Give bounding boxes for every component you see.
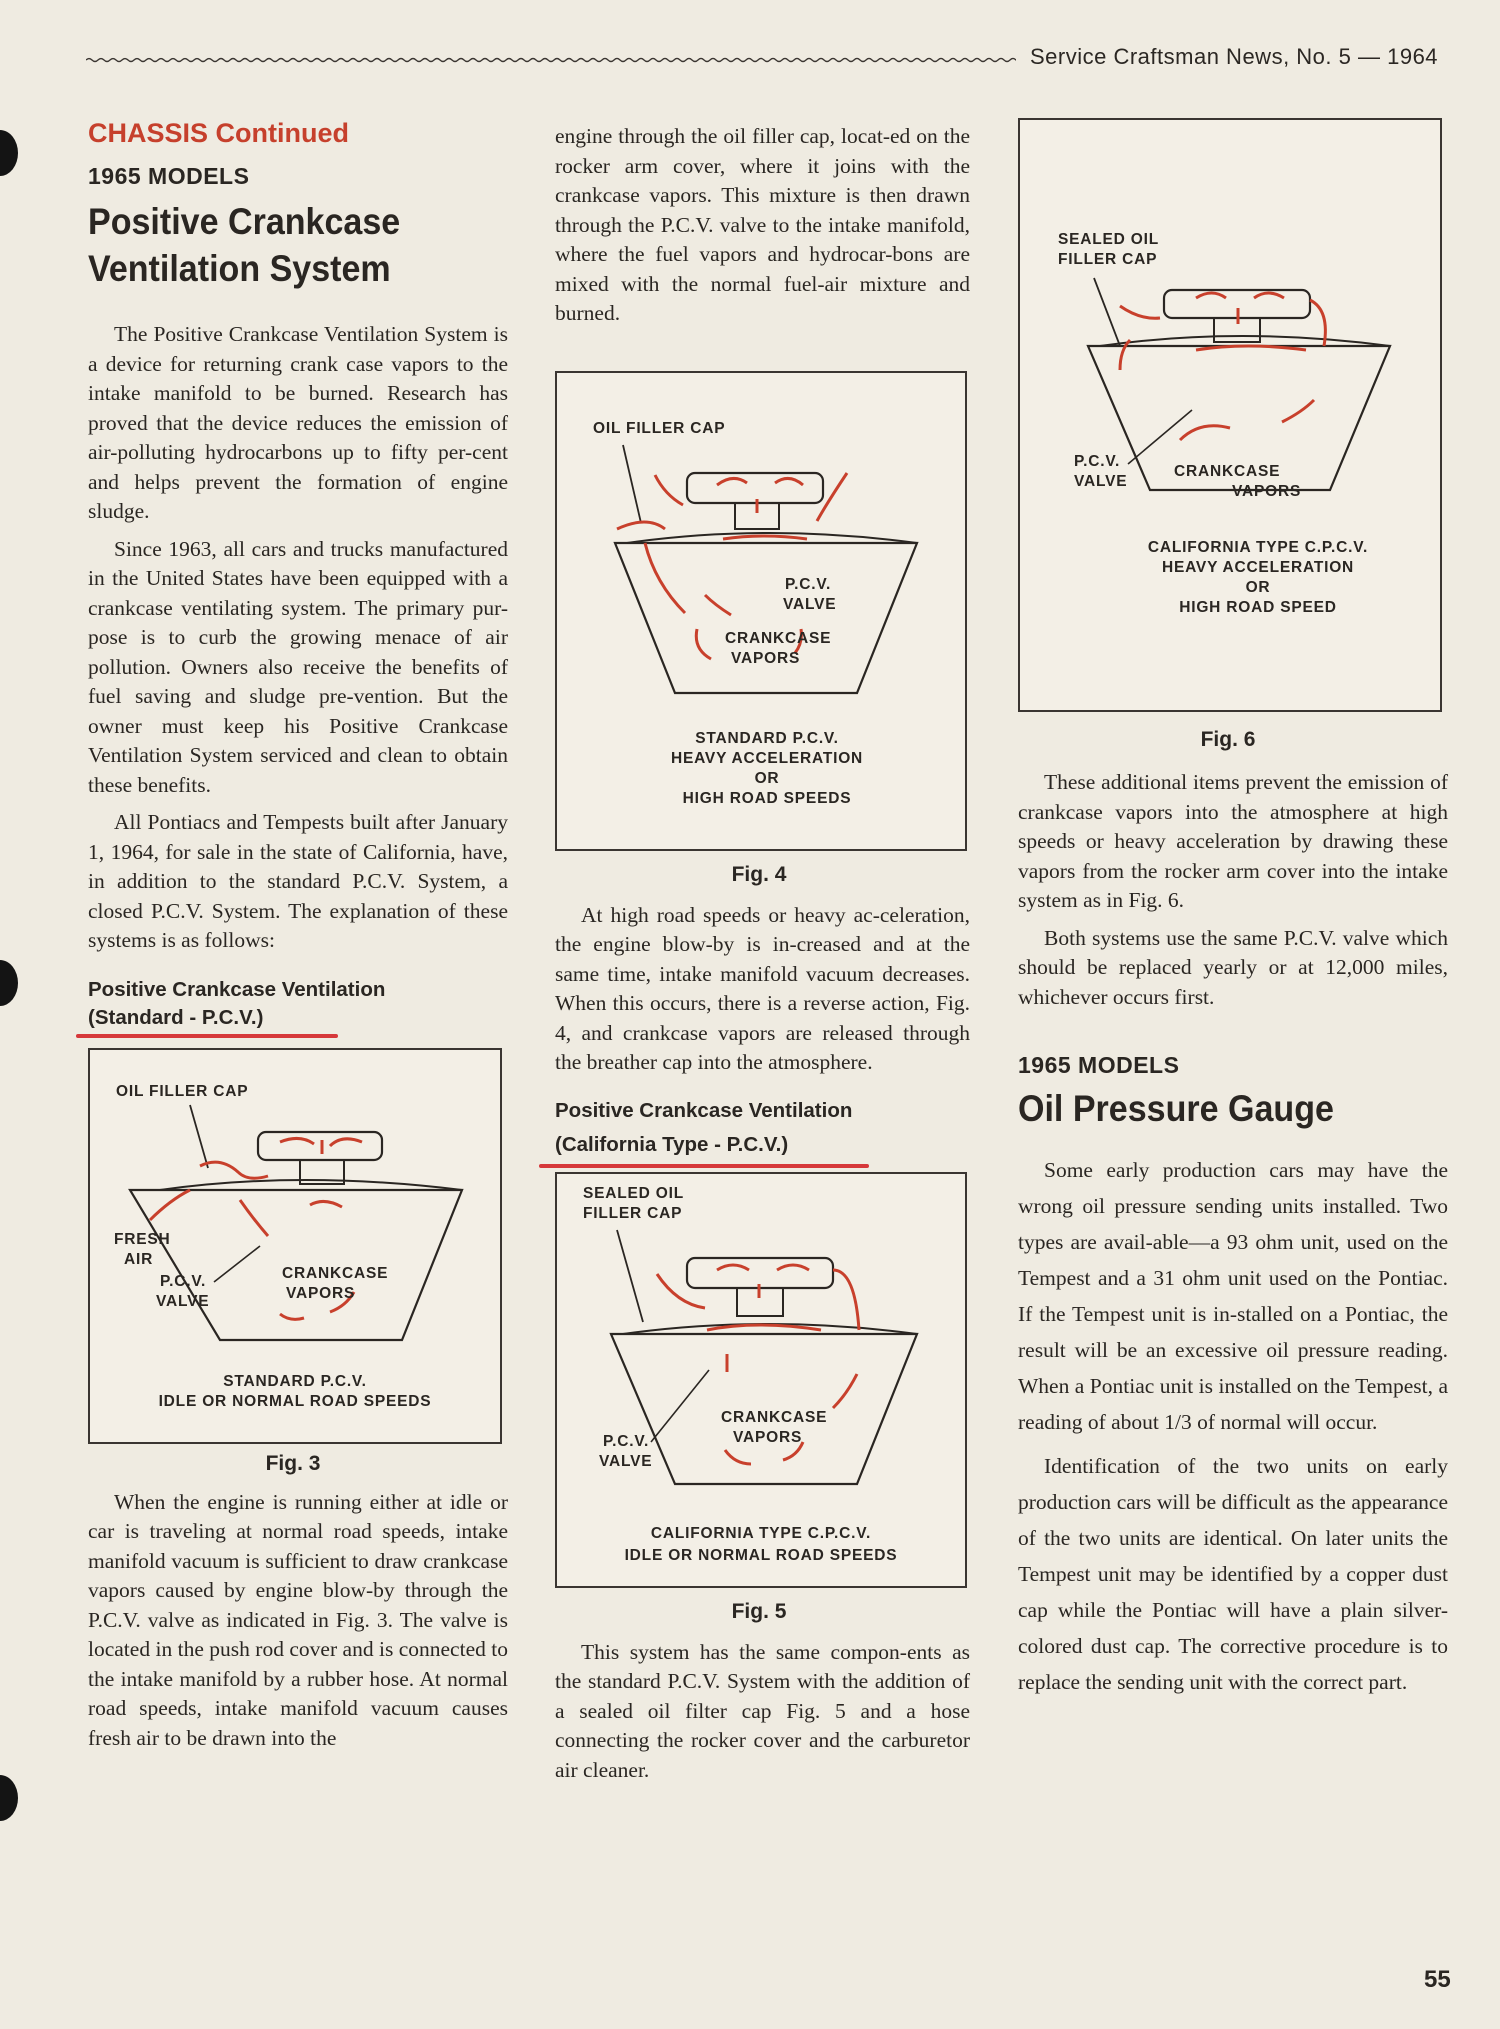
fig5-caption-line: CALIFORNIA TYPE C.P.C.V. [650,1524,872,1542]
fig4-flow-arrow [723,536,807,539]
fig6-label-sealed-oil: SEALED OIL [1058,231,1160,248]
fig6-flow-arrow [1120,306,1160,318]
paragraph: Identification of the two units on early production cars will be difficult as the appearance of the two units are identical. On later units the Tempest unit may be identified by a copper dust cap while the Pontiac will have a plain silver-colored dust cap. The corrective procedure is to replace the sending unit with the correct part. [1018,1454,1448,1694]
fig3-air-cleaner [258,1132,382,1160]
section-heading [88,118,508,149]
fig6-caption-line: OR [1245,579,1271,596]
fig5-flow-arrow [777,1265,809,1270]
figure-5 [555,1172,967,1588]
title-line: Ventilation System [88,248,391,289]
fig3-flow-arrow [240,1200,268,1236]
figure-4 [555,371,967,851]
fig6-caption-line: HEAVY ACCELERATION [1161,559,1355,576]
fig6-label-filler-cap: FILLER CAP [1058,251,1158,268]
fig5-flow-arrow [657,1274,705,1308]
header-publication: Service Craftsman News, No. 5 — 1964 [1030,44,1439,69]
fig6-caption-line: HIGH ROAD SPEED [1179,599,1337,616]
fig4-caption-line: STANDARD P.C.V. [695,729,839,747]
punch-hole [0,130,18,176]
fig4-label-valve: VALVE [783,595,837,613]
fig6-label-valve: VALVE [1074,473,1128,490]
subheading-line: Positive Crankcase Ventilation [88,977,386,1001]
fig4-flow-arrow [705,595,731,615]
fig4-label-oil-filler-cap: OIL FILLER CAP [593,419,726,437]
fig3-flow-arrow [280,1314,304,1319]
fig4-flow-arrow [775,478,803,485]
subheading-california-pcv [555,1094,970,1162]
figure-6 [1018,118,1442,712]
fig5-caption-line: IDLE OR NORMAL ROAD SPEEDS [624,1546,898,1564]
fig3-flow-arrow [150,1190,190,1220]
fig-label: Fig. 6 [1200,728,1256,751]
red-underline [539,1164,869,1168]
subheading-line: (Standard - P.C.V.) [88,1005,264,1029]
fig3-caption-line: STANDARD P.C.V. [223,1372,367,1390]
article-title: Oil Pressure Gauge [1018,1088,1334,1129]
paragraph: Both systems use the same P.C.V. valve which should be replaced yearly or at 12,000 miles, whichever occurs first. [1018,925,1448,1009]
figure-4-diagram [557,373,965,849]
paragraph: Since 1963, all cars and trucks manufactured in the United States have been equipped with a crankcase ventilating system. The primary pur-pose is to curb the growing menace of air pollution. Owners also receive the benefits of fuel saving and sludge pre-vention. But the owner must keep his Positive Crankcase Ventilation System serviced and clean to obtain these benefits. [88,536,508,797]
column-1 [88,118,508,1753]
fig3-label-air: AIR [124,1250,154,1268]
fig6-label-vapors: VAPORS [1232,483,1302,500]
fig6-label-crankcase: CRANKCASE [1174,463,1281,480]
page-number: 55 [1424,1966,1451,1993]
fig4-label-vapors: VAPORS [731,649,801,667]
fig3-flow-arrow [280,1138,314,1144]
fig4-flow-arrow [655,475,683,505]
figure-3 [88,1048,502,1444]
subheading-standard-pcv [88,976,508,1032]
fig3-label-crankcase: CRANKCASE [282,1264,389,1282]
fig5-leader-line [651,1370,709,1442]
fig5-label-valve: VALVE [599,1452,653,1470]
fig4-label-pcv: P.C.V. [785,575,832,593]
paragraph: When the engine is running either at idle or car is traveling at normal road speeds, intake manifold vacuum is sufficient to draw crankcase vapors caused by engine blow-by through the P.C.V. valve as indicated in Fig. 3. The valve is located in the push rod cover and is connected to the intake manifold by a rubber hose. At normal road speeds, intake manifold vacuum causes fresh air to be drawn into the [88,1489,508,1750]
red-underline [76,1034,338,1038]
fig4-caption-line: HIGH ROAD SPEEDS [682,789,852,807]
column-3 [1018,118,1448,1700]
fig4-flow-arrow [645,543,685,613]
fig6-leader-line [1094,278,1120,346]
fig3-flow-arrow [200,1162,268,1178]
fig4-caption-line: HEAVY ACCELERATION [670,749,864,767]
figure-3-diagram [90,1050,500,1442]
models-label: 1965 MODELS [88,163,250,189]
fig4-air-cleaner [687,473,823,503]
fig3-caption-line: IDLE OR NORMAL ROAD SPEEDS [158,1392,432,1410]
article-title [88,198,474,292]
column-2 [555,122,970,1785]
fig3-leader-line [214,1246,260,1282]
fig-label: Fig. 4 [731,862,787,886]
fig5-label-sealed-oil: SEALED OIL [583,1184,685,1202]
subheading-line: Positive Crankcase Ventilation [555,1098,853,1122]
fig4-flow-arrow [696,629,711,659]
figure-5-diagram [557,1174,965,1586]
fig4-label-crankcase: CRANKCASE [725,629,832,647]
fig6-flow-arrow [1254,293,1284,298]
fig5-label-filler-cap: FILLER CAP [583,1204,683,1222]
fig6-flow-arrow [1196,293,1226,298]
fig6-flow-arrow [1282,400,1314,422]
fig6-flow-arrow [1196,346,1306,350]
fig5-flow-arrow [707,1325,821,1330]
fig5-air-cleaner [687,1258,833,1288]
fig5-label-vapors: VAPORS [733,1428,803,1446]
paragraph: All Pontiacs and Tempests built after January 1, 1964, for sale in the state of California, have, in addition to the standard P.C.V. System, a closed P.C.V. System. The explanation of these systems is as follows: [88,810,508,952]
fig4-flow-arrow [617,522,665,529]
fig5-flow-arrow [725,1450,751,1464]
paragraph: engine through the oil filler cap, locat-ed on the rocker arm cover, where it joins with the crankcase vapors. This mixture is then drawn through the P.C.V. valve to the intake manifold, where the fuel vapors and hydrocar-bons are mixed with the normal fuel-air mixture and burned. [555,124,970,325]
fig3-leader-line [190,1105,208,1168]
fig4-leader-line [623,445,641,523]
title-line: Positive Crankcase [88,201,401,242]
fig3-flow-arrow [330,1138,362,1145]
fig5-label-crankcase: CRANKCASE [721,1408,828,1426]
paragraph: Some early production cars may have the wrong oil pressure sending units installed. Two types are avail-able—a 93 ohm unit, used on the Tempest and a 31 ohm unit used on the Pontiac. If the Tempest unit is in-stalled on a Pontiac, the result will be an excessive oil pressure reading. When a Pontiac unit is installed on the Tempest, a reading of about 1/3 of normal will occur. [1018,1158,1448,1434]
fig6-label-pcv: P.C.V. [1074,453,1121,470]
figure-6-diagram [1020,120,1440,710]
fig-label: Fig. 3 [265,1451,321,1475]
fig3-label-valve: VALVE [156,1292,210,1310]
fig3-label-fresh: FRESH [114,1230,171,1248]
header-wavy-rule [86,56,1016,64]
models-label: 1965 MODELS [1018,1052,1180,1078]
paragraph: These additional items prevent the emission of crankcase vapors into the atmosphere at high speeds or heavy acceleration by drawing these vapors from the rocker arm cover into the intake system as in Fig. 6. [1018,770,1448,912]
fig5-label-pcv: P.C.V. [603,1432,650,1450]
fig5-leader-line [617,1230,643,1322]
fig4-caption-line: OR [754,769,780,787]
fig4-flow-arrow [817,473,847,521]
section-continued: Continued [215,118,350,148]
fig3-flow-arrow [310,1201,342,1207]
fig3-label-pcv: P.C.V. [160,1272,207,1290]
fig5-flow-arrow [717,1265,749,1270]
subheading-line: (California Type - P.C.V.) [555,1132,789,1156]
fig6-caption-line: CALIFORNIA TYPE C.P.C.V. [1147,539,1369,556]
fig4-flow-arrow [717,478,747,485]
punch-hole [0,1775,18,1821]
fig-label: Fig. 5 [731,1599,787,1623]
fig3-label-vapors: VAPORS [286,1284,356,1302]
fig4-rocker-cover [627,533,917,543]
punch-hole [0,960,18,1006]
fig3-label-oil-filler-cap: OIL FILLER CAP [116,1082,249,1100]
fig6-flow-arrow [1120,340,1130,370]
fig5-flow-arrow [833,1374,857,1408]
fig4-engine-outline [615,543,917,693]
paragraph: At high road speeds or heavy ac-celeration, the engine blow-by is in-creased and at the same time, intake manifold vacuum decreases. When this occurs, there is a reverse action, Fig. 4, and crankcase vapors are released through the breather cap into the atmosphere. [555,902,970,1074]
paragraph: This system has the same compon-ents as the standard P.C.V. System with the addition of a sealed oil filter cap Fig. 5 and a hose connecting the rocker cover and the carburetor air cleaner. [555,1639,970,1782]
fig6-flow-arrow [1180,426,1230,440]
paragraph: The Positive Crankcase Ventilation System is a device for returning crank case vapors to the intake manifold to be burned. Research has proved that the device reduces the emission of air-polluting hydrocarbons up to fifty per-cent and helps prevent the formation of engine sludge. [88,322,508,523]
fig5-flow-arrow [833,1270,859,1330]
section-label: CHASSIS [88,118,209,148]
